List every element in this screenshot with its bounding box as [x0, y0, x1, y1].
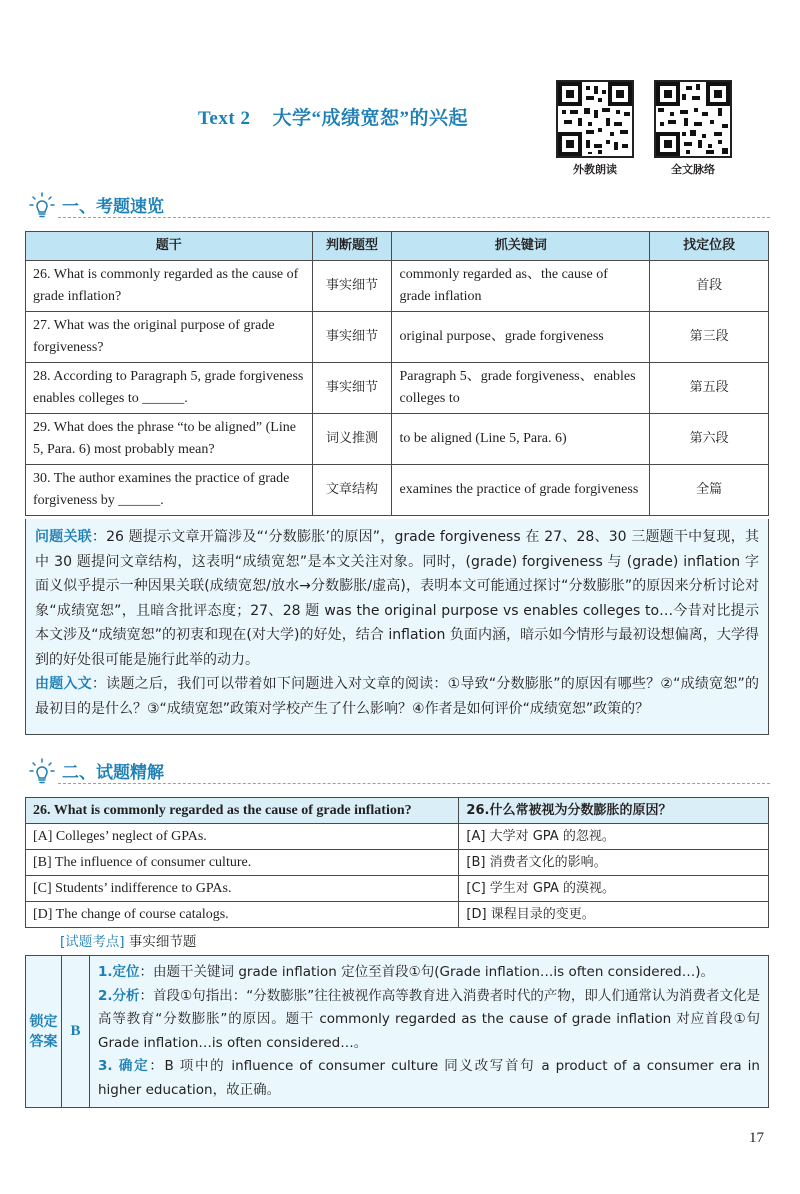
- option-row: [26, 824, 769, 850]
- section-header-2: [28, 756, 770, 784]
- table-cell: 文章结构: [312, 465, 392, 516]
- answer-body: [98, 961, 760, 1102]
- key-point-value: 事实细节题: [128, 934, 197, 950]
- table-cell: commonly regarded as、the cause of grade inflation: [392, 261, 650, 312]
- table-cell: Paragraph 5、grade forgiveness、enables colleges to: [392, 363, 650, 414]
- option-row: [26, 876, 769, 902]
- table-cell: 事实细节: [312, 261, 392, 312]
- question-table: [25, 797, 769, 928]
- analysis-box: [25, 519, 769, 735]
- option-zh: [D] 课程目录的变更。: [459, 902, 769, 928]
- qr-code-icon[interactable]: [556, 80, 634, 158]
- table-cell: to be aligned (Line 5, Para. 6): [392, 414, 650, 465]
- table-cell: 全篇: [650, 465, 769, 516]
- table-header-row: [26, 232, 769, 261]
- question-en: 26. What is commonly regarded as the cause of grade inflation?: [26, 798, 459, 824]
- table-cell: 第五段: [650, 363, 769, 414]
- lightbulb-icon: [28, 757, 56, 785]
- table-header: 题干: [26, 232, 313, 261]
- page-number: 17: [749, 1130, 764, 1146]
- key-point-tag: [试题考点]: [60, 934, 125, 950]
- table-row: [26, 414, 769, 465]
- option-en: [B] The influence of consumer culture.: [26, 850, 459, 876]
- answer-letter: B: [62, 956, 90, 1107]
- page-title: [198, 103, 468, 130]
- table-row: [26, 465, 769, 516]
- answer-step: 2.分析：首段①句指出：“分数膨胀”往往被视作高等教育进入消费者时代的产物，即人们通常认为消费者文化是高等教育“分数膨胀”的原因。题干 commonly regarded as the cause of grade inflation 对应首段①句 Grade inflation…is often considered…。: [98, 987, 760, 1051]
- table-cell: 30. The author examines the practice of grade forgiveness by ______.: [26, 465, 313, 516]
- table-header: 找定位段: [650, 232, 769, 261]
- overview-table: [25, 231, 769, 516]
- option-en: [C] Students’ indifference to GPAs.: [26, 876, 459, 902]
- qr-caption-2: 全文脉络: [671, 163, 715, 176]
- table-cell: 28. According to Paragraph 5, grade forgiveness enables colleges to ______.: [26, 363, 313, 414]
- answer-label: 锁定 答案: [26, 956, 62, 1107]
- lightbulb-icon: [28, 191, 56, 219]
- key-point: [60, 930, 196, 950]
- qr-code-icon[interactable]: [654, 80, 732, 158]
- table-cell: 29. What does the phrase “to be aligned” (Line 5, Para. 6) most probably mean?: [26, 414, 313, 465]
- option-en: [D] The change of course catalogs.: [26, 902, 459, 928]
- text-label: Text 2: [198, 108, 251, 129]
- analysis-label: 由题入文: [35, 676, 92, 692]
- answer-box: [25, 955, 769, 1108]
- qr-block-1: [556, 80, 634, 177]
- table-row: [26, 261, 769, 312]
- table-row: [26, 363, 769, 414]
- section-title: 一、考题速览: [62, 197, 164, 217]
- question-row: [26, 798, 769, 824]
- qr-block-2: [654, 80, 732, 177]
- option-row: [26, 850, 769, 876]
- option-zh: [C] 学生对 GPA 的漠视。: [459, 876, 769, 902]
- table-cell: 首段: [650, 261, 769, 312]
- answer-step: 3. 确定：B 项中的 influence of consumer culture 同义改写首句 a product of a consumer era in higher education，故正确。: [98, 1058, 760, 1098]
- table-cell: 第三段: [650, 312, 769, 363]
- table-cell: original purpose、grade forgiveness: [392, 312, 650, 363]
- table-cell: 词义推测: [312, 414, 392, 465]
- analysis-text: ：读题之后，我们可以带着如下问题进入对文章的阅读：①导致“分数膨胀”的原因有哪些？②“成绩宽恕”的最初目的是什么？③“成绩宽恕”政策对学校产生了什么影响？④作者是如何评价“成绩宽恕”政策的？: [35, 676, 759, 717]
- qr-caption-1: 外教朗读: [573, 163, 617, 176]
- table-header: 判断题型: [312, 232, 392, 261]
- analysis-label: 问题关联: [35, 529, 92, 545]
- table-cell: examines the practice of grade forgiveness: [392, 465, 650, 516]
- table-row: [26, 312, 769, 363]
- option-row: [26, 902, 769, 928]
- answer-step: 1.定位：由题干关键词 grade inflation 定位至首段①句(Grade inflation…is often considered…)。: [98, 964, 714, 980]
- section-header-1: [28, 190, 770, 218]
- table-header: 抓关键词: [392, 232, 650, 261]
- title-text: 大学“成绩宽恕”的兴起: [272, 108, 468, 129]
- question-zh: 26.什么常被视为分数膨胀的原因？: [459, 798, 769, 824]
- table-cell: 26. What is commonly regarded as the cause of grade inflation?: [26, 261, 313, 312]
- section-title: 二、试题精解: [62, 763, 164, 783]
- table-cell: 27. What was the original purpose of grade forgiveness?: [26, 312, 313, 363]
- table-cell: 事实细节: [312, 363, 392, 414]
- table-cell: 第六段: [650, 414, 769, 465]
- table-cell: 事实细节: [312, 312, 392, 363]
- option-en: [A] Colleges’ neglect of GPAs.: [26, 824, 459, 850]
- analysis-text: ：26 题提示文章开篇涉及“‘分数膨胀’的原因”，grade forgiveness 在 27、28、30 三题题干中复现，其中 30 题提问文章结构，这表明“成绩宽恕”是本文关注对象。同时，(grade) forgiveness 与 (grade) inflation 字面义似乎提示一种因果关联(成绩宽恕/放水→分数膨胀/虚高)，表明本文可能通过探讨“分数膨胀”的原因来分析讨论对象“成绩宽恕”，且暗含批评态度；27、28 题 was the original purpose vs enables colleges to…今昔对比提示本文涉及“成绩宽恕”的初衷和现在(对大学)的好处，结合 inflation 负面内涵，暗示如今情形与最初设想偏离，大学得到的好处很可能是施行此举的动力。: [35, 529, 760, 668]
- option-zh: [B] 消费者文化的影响。: [459, 850, 769, 876]
- option-zh: [A] 大学对 GPA 的忽视。: [459, 824, 769, 850]
